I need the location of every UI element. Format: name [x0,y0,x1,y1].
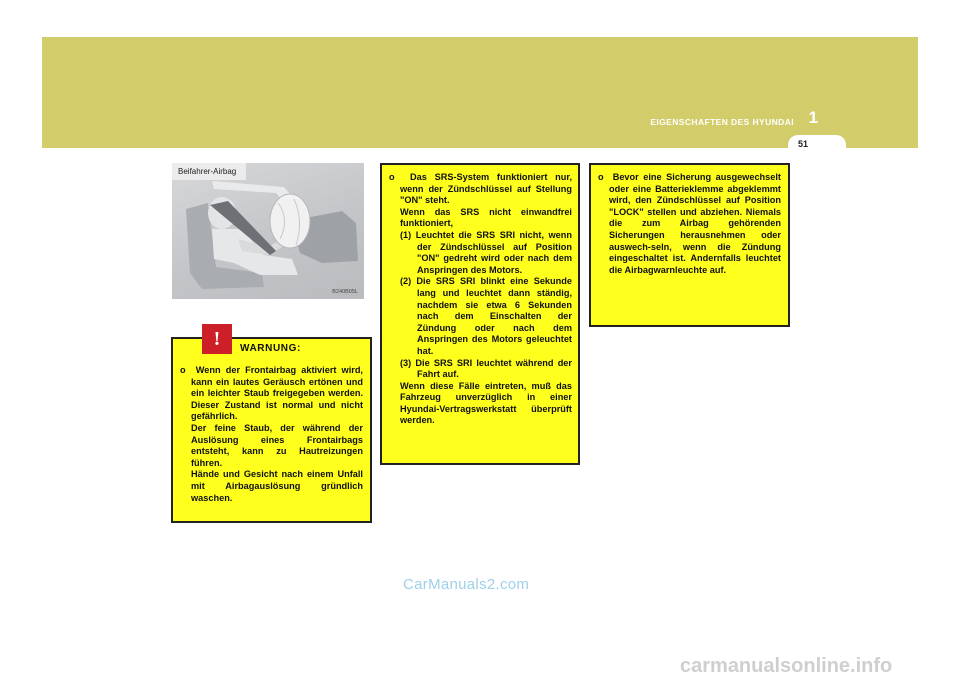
bullet-marker: o [180,365,186,375]
warning-title: WARNUNG: [240,343,301,354]
warning-header [180,328,363,365]
srs-intro-text: Das SRS-System funktioniert nur, wenn der Zündschlüssel auf Stellung "ON" steht. [400,172,572,206]
warning-text: Der feine Staub, der während der Auslösung eines Frontairbags entsteht, kann zu Hautreizungen führen. [191,422,363,468]
bullet-marker: o [389,172,395,182]
header-band [42,37,918,148]
airbag-figure [172,163,364,299]
warning-text: Wenn der Frontairbag aktiviert wird, kann ein lautes Geräusch ertönen und ein leichter Staub freigegeben werden. Dieser Zustand ist normal und nicht gefährlich. [191,365,363,422]
page-number: 51 [797,139,808,149]
section-title: EIGENSCHAFTEN DES HYUNDAI [650,117,794,127]
srs-list-item: (3) Die SRS SRI leuchtet während der Fahrt auf. [400,357,572,380]
srs-intro-text: Wenn das SRS nicht einwandfrei funktioniert, [400,206,572,229]
footer-site-text: carmanualsonline.info [680,655,893,677]
inflated-airbag [270,194,310,248]
warning-icon: ! [202,324,232,354]
chapter-number: 1 [808,108,818,127]
srs-note-box [380,163,580,465]
srs-outro-text: Wenn diese Fälle eintreten, muß das Fahrzeug unverzüglich in einer Hyundai-Vertragswerkstatt überprüft werden. [400,380,572,426]
fuse-note-paragraph [598,172,781,276]
fuse-note-text: Bevor eine Sicherung ausgewechselt oder eine Batterieklemme abgeklemmt wird, den Zündschlüssel auf Position "LOCK" stellen und abziehen. Niemals die zum Airbag gehörenden Sicherungen herausnehmen oder auswech-seln, wenn die Zündung eingeschaltet ist. Andernfalls leuchtet die Airbagwarnleuchte auf. [609,172,781,275]
warning-text: Hände und Gesicht nach einem Unfall mit Airbagauslösung gründlich waschen. [191,469,363,503]
figure-code: B240B05L [332,289,358,295]
passenger-airbag-illustration [172,163,364,299]
srs-intro [389,172,572,207]
srs-list-item: (1) Leuchtet die SRS SRI nicht, wenn der Zündschlüssel auf Position "ON" gedreht wird oder nach dem Anspringen des Motors. [400,229,572,275]
bullet-marker: o [598,172,604,182]
figure-label: Beifahrer-Airbag [172,163,246,180]
watermark-text: CarManuals2.com [403,576,530,593]
fuse-note-box [589,163,790,327]
warning-box [171,328,372,523]
warning-paragraph [180,365,363,423]
srs-list-item: (2) Die SRS SRI blinkt eine Sekunde lang und leuchtet dann ständig, nachdem sie etwa 6 Sekunden nach dem Einschalten der Zündung oder nach dem Anspringen des Motors geleuchtet hat. [400,276,572,356]
